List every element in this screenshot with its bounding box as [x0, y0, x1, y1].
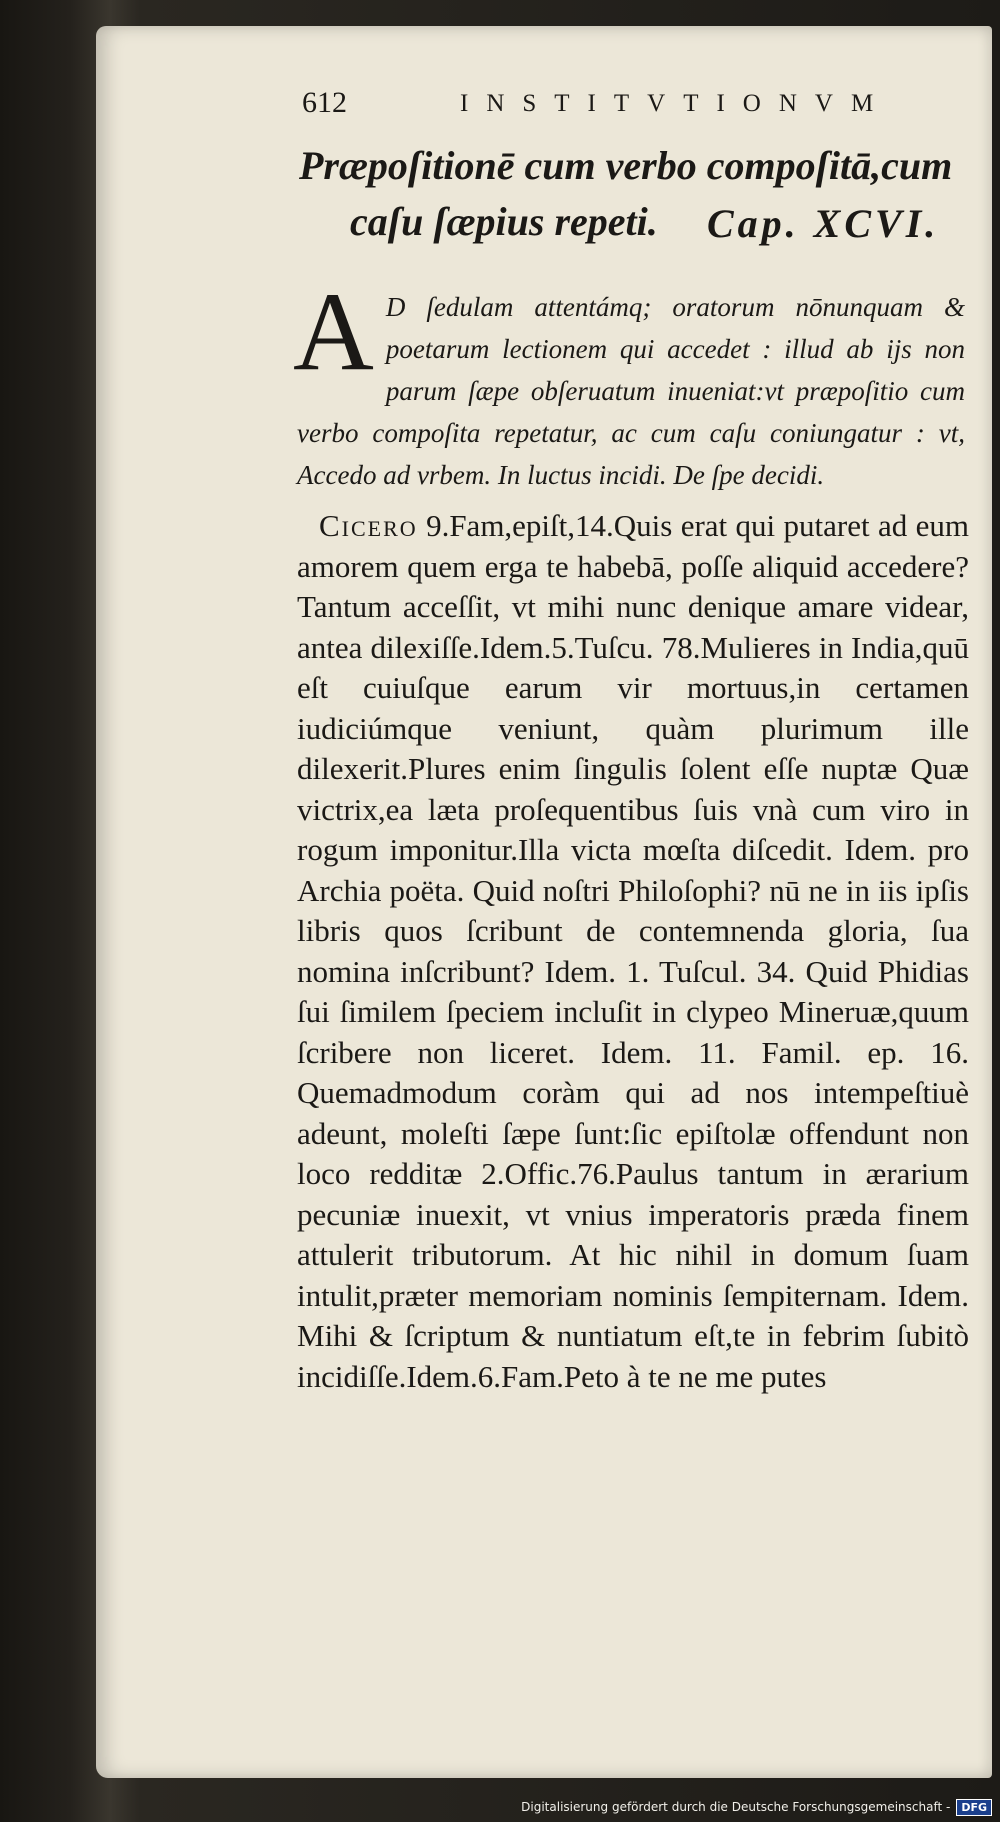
digitization-credit: Digitalisierung gefördert durch die Deutsche Forschungsgemeinschaft - [521, 1800, 951, 1814]
chapter-number: Cap. XCVI. [707, 201, 940, 246]
body-paragraph [297, 506, 969, 1397]
body-text: 9.Fam,epiſt,14.Quis erat qui putaret ad eum amorem quem erga te habebā, poſſe aliquid accedere? Tantum acceſſit, vt mihi nunc denique amare videar, antea dilexiſſe.Idem.5.Tuſcu. 78.Mulieres in India,quū eſt cuiuſque earum vir mortuus,in certamen iudiciúmque veniunt, quàm plurimum ille dilexerit.Plures enim ſingulis ſolent eſſe nuptæ Quæ victrix,ea læta proſequentibus ſuis vnà cum viro in rogum imponitur.Illa victa mœſta diſcedit. Idem. pro Archia poëta. Quid noſtri Philoſophi? nū ne in iis ipſis libris quos ſcribunt de contemnenda gloria, ſua nomina inſcribunt? Idem. 1. Tuſcul. 34. Quid Phidias ſui ſimilem ſpeciem incluſit in clypeo Mineruæ,quum ſcribere non liceret. Idem. 11. Famil. ep. 16. Quemadmodum coràm qui ad nos intempeſtiuè adeunt, moleſti ſæpe ſunt:ſic epiſtolæ offendunt non loco redditæ 2.Offic.76.Paulus tantum in ærarium pecuniæ inuexit, vt vnius imperatoris præda finem attulerit tributorum. At hic nihil in domum ſuam intulit,præter memoriam nominis ſempiternam. Idem. Mihi & ſcriptum & nuntiatum eſt,te in febrim ſubitò incidiſſe.Idem.6.Fam.Peto à te ne me putes [297, 508, 969, 1394]
chapter-title-line-2: caſu ſæpius repeti. [350, 199, 658, 244]
running-head [185, 80, 978, 138]
intro-paragraph [293, 270, 965, 496]
running-title: INSTITVTIONVM [460, 90, 892, 117]
page-content [185, 80, 978, 1600]
drop-cap: A [293, 270, 374, 394]
dfg-logo: DFG [956, 1799, 992, 1816]
chapter-title-line-1: Præpoſitionē cum verbo compoſitā,cum [299, 143, 953, 188]
page-number: 612 [302, 86, 347, 119]
chapter-heading [185, 138, 978, 286]
author-name: Cicero [319, 508, 418, 543]
digitization-footer [521, 1797, 992, 1817]
intro-text: D ſedulam attentámq; oratorum nōnunquam & poetarum lectionem qui accedet : illud ab ijs non parum ſæpe obſeruatum inueniat:vt præpoſitio cum verbo compoſita repetatur, ac cum caſu coniungatur : vt, Accedo ad vrbem. In luctus incidi. De ſpe decidi. [297, 292, 965, 490]
